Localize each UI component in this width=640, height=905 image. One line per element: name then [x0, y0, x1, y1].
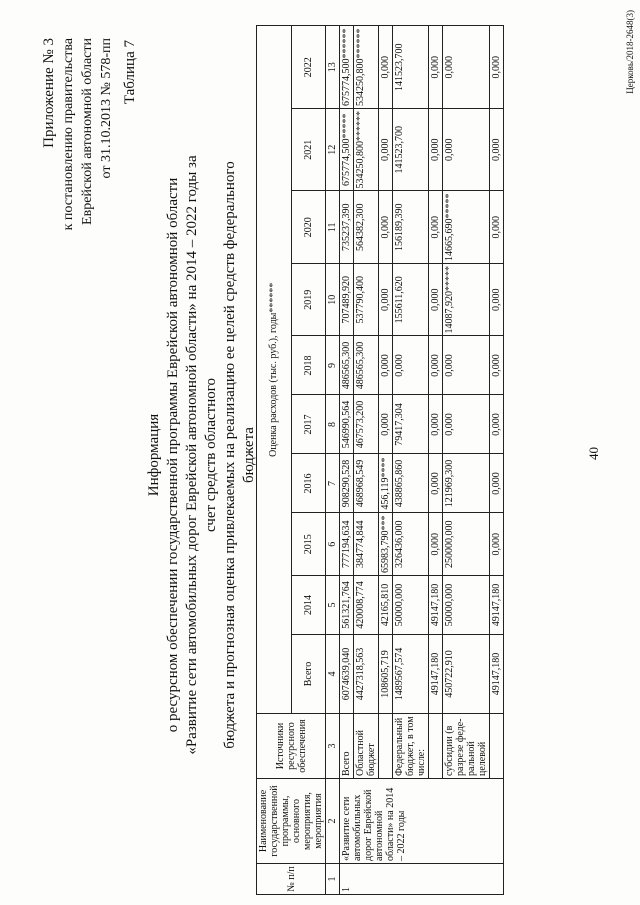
table-row [354, 26, 379, 895]
column-index: 2 [326, 779, 340, 864]
value-cell: 0,000 [379, 395, 393, 454]
title-line: Информация [146, 413, 162, 497]
header-no: № п/п [257, 864, 326, 895]
value-cell: 0,000 [443, 395, 490, 454]
value-cell: 79417,304 [393, 395, 429, 454]
row-number: 1 [340, 864, 504, 895]
value-cell: 777194,634 [340, 513, 354, 576]
header-year: 2022 [291, 26, 326, 109]
value-cell: 0,000 [379, 191, 393, 264]
page-number: 40 [586, 447, 601, 460]
value-cell: 534250,800****** [354, 26, 379, 109]
value-cell: 0,000 [490, 109, 504, 192]
value-cell: 49147,180 [490, 576, 504, 635]
value-cell: 0,000 [429, 395, 443, 454]
value-cell: 0,000 [490, 454, 504, 513]
column-index: 11 [326, 191, 340, 264]
header-year: 2019 [291, 264, 326, 337]
value-cell: 6074639,040 [340, 635, 354, 714]
value-cell: 49147,180 [429, 576, 443, 635]
value-cell: 141523,700 [393, 26, 429, 109]
value-cell: 14665,690***** [443, 191, 490, 264]
value-cell: 155611,620 [393, 264, 429, 337]
header-year: 2020 [291, 191, 326, 264]
column-index: 10 [326, 264, 340, 337]
value-cell: 156189,390 [393, 191, 429, 264]
value-cell: 0,000 [429, 454, 443, 513]
value-cell: 468968,549 [354, 454, 379, 513]
table-label: Таблица 7 [122, 40, 138, 105]
footer-code: Церковь/2018-2648(3) [625, 10, 635, 94]
value-cell: 534250,800****** [354, 109, 379, 192]
value-cell: 49147,180 [429, 635, 443, 714]
header-year: 2014 [291, 576, 326, 635]
column-index: 4 [326, 635, 340, 714]
value-cell: 675774,500****** [340, 26, 354, 109]
value-cell: 0,000 [393, 336, 429, 395]
table-row [490, 26, 504, 895]
header-year: 2017 [291, 395, 326, 454]
value-cell: 0,000 [443, 109, 490, 192]
document-title [145, 145, 259, 765]
column-index: 7 [326, 454, 340, 513]
table-row [429, 26, 443, 895]
value-cell: 0,000 [443, 26, 490, 109]
value-cell: 908290,528 [340, 454, 354, 513]
value-cell: 0,000 [490, 191, 504, 264]
table-row [340, 26, 354, 895]
value-cell: 0,000 [429, 109, 443, 192]
value-cell: 420008,774 [354, 576, 379, 635]
resource-table [256, 26, 504, 896]
program-name: «Развитие сети автомобильных дорог Еврейской автономной области» на 2014 – 2022 годы [340, 779, 504, 864]
column-index: 13 [326, 26, 340, 109]
source-cell: Всего [340, 714, 354, 779]
value-cell: 326436,000 [393, 513, 429, 576]
header-year: 2018 [291, 336, 326, 395]
value-cell: 1489567,574 [393, 635, 429, 714]
value-cell: 0,000 [490, 26, 504, 109]
value-cell: 0,000 [490, 395, 504, 454]
value-cell: 456,119**** [379, 454, 393, 513]
value-cell: 450722,910 [443, 635, 490, 714]
value-cell: 675774,500***** [340, 109, 354, 192]
header-year: 2016 [291, 454, 326, 513]
value-cell: 0,000 [490, 513, 504, 576]
value-cell: 141523,700 [393, 109, 429, 192]
value-cell: 735237,390 [340, 191, 354, 264]
value-cell: 0,000 [443, 336, 490, 395]
title-line: «Развитие сети автомобильных дорог Еврейской автономной области» на 2014 – 2022 годы за счет средств областного [184, 155, 219, 755]
header-total: Всего [291, 635, 326, 714]
value-cell: 486565,300 [354, 336, 379, 395]
value-cell: 0,000 [379, 336, 393, 395]
table-row [443, 26, 490, 895]
value-cell: 121969,300 [443, 454, 490, 513]
source-cell [429, 714, 443, 779]
header-name: Наименование государственной программы, основного мероприятия, мероприятия [257, 779, 326, 864]
source-cell: Областной бюджет [354, 714, 379, 779]
value-cell: 4427318,563 [354, 635, 379, 714]
value-cell: 564382,300 [354, 191, 379, 264]
value-cell: 467573,200 [354, 395, 379, 454]
header-year: 2021 [291, 109, 326, 192]
value-cell: 707489,920 [340, 264, 354, 337]
column-index: 12 [326, 109, 340, 192]
value-cell: 0,000 [490, 264, 504, 337]
value-cell: 0,000 [429, 336, 443, 395]
header-year: 2015 [291, 513, 326, 576]
column-index: 8 [326, 395, 340, 454]
source-cell: Федеральный бюджет, в том числе: [393, 714, 429, 779]
value-cell: 250000,000 [443, 513, 490, 576]
value-cell: 486565,300 [340, 336, 354, 395]
value-cell: 438865,860 [393, 454, 429, 513]
table-row [379, 26, 393, 895]
value-cell: 14087,920***** [443, 264, 490, 337]
appendix-line: Приложение № 3 [41, 38, 57, 148]
value-cell: 42165,810 [379, 576, 393, 635]
value-cell: 0,000 [490, 336, 504, 395]
value-cell: 546990,564 [340, 395, 354, 454]
source-cell [490, 714, 504, 779]
appendix-line: Еврейской автономной области [80, 38, 95, 225]
value-cell: 0,000 [429, 26, 443, 109]
value-cell: 50000,000 [443, 576, 490, 635]
column-index: 1 [326, 864, 340, 895]
source-cell [379, 714, 393, 779]
value-cell: 0,000 [429, 513, 443, 576]
value-cell: 0,000 [379, 109, 393, 192]
value-cell: 561321,764 [340, 576, 354, 635]
header-source: Источники ресурсного обеспечения [257, 714, 326, 779]
value-cell: 384774,844 [354, 513, 379, 576]
appendix-line: от 31.10.2013 № 578-пп [99, 38, 114, 179]
appendix-line: к постановлению правительства [61, 38, 76, 231]
source-cell: субсидии (в разрезе феде-ральной целевой [443, 714, 490, 779]
value-cell: 0,000 [429, 191, 443, 264]
column-index: 9 [326, 336, 340, 395]
title-line: бюджета и прогнозная оценка привлекаемых на реализацию ее целей средств федерального бюджета [222, 161, 257, 749]
appendix-block [40, 38, 116, 230]
value-cell: 108605,719 [379, 635, 393, 714]
value-cell: 65983,790*** [379, 513, 393, 576]
column-index: 5 [326, 576, 340, 635]
value-cell: 537790,400 [354, 264, 379, 337]
value-cell: 0,000 [379, 264, 393, 337]
value-cell: 0,000 [429, 264, 443, 337]
value-cell: 50000,000 [393, 576, 429, 635]
value-cell: 49147,180 [490, 635, 504, 714]
column-index: 3 [326, 714, 340, 779]
title-line: о ресурсном обеспечении государственной программы Еврейской автономной области [165, 177, 181, 733]
header-estimate: Оценка расходов (тыс. руб.), годы****** [257, 26, 292, 714]
value-cell: 0,000 [379, 26, 393, 109]
column-index: 6 [326, 513, 340, 576]
table-row [393, 26, 429, 895]
